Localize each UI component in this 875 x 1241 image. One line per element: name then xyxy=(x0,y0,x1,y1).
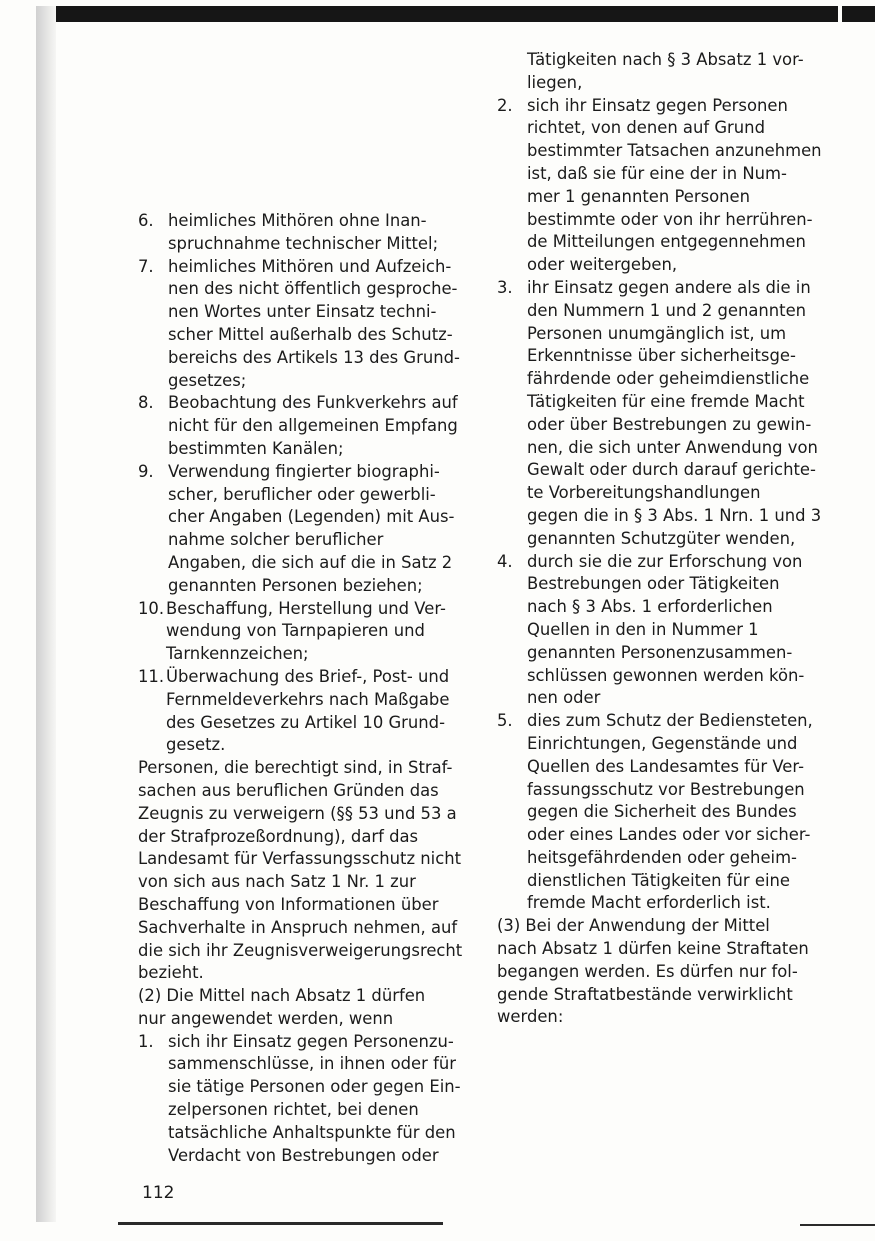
text-line: richtet, von denen auf Grund xyxy=(527,118,765,138)
text-line: nahme solcher beruflicher xyxy=(168,530,384,550)
list-item-text xyxy=(168,256,474,393)
text-line: Sachverhalte in Anspruch nehmen, auf xyxy=(138,917,458,937)
text-line: nen oder xyxy=(527,688,601,708)
text-line: Personen unumgänglich ist, um xyxy=(527,323,787,343)
list-item-number: 3. xyxy=(497,277,513,297)
text-line: wendung von Tarnpapieren und xyxy=(166,621,425,641)
list-item-text xyxy=(168,461,474,598)
list-item xyxy=(138,1031,474,1168)
scan-margin xyxy=(0,0,36,1241)
left-column xyxy=(138,210,474,1167)
list-item-number: 8. xyxy=(138,393,154,413)
text-line: oder eines Landes oder vor sicher- xyxy=(527,825,811,845)
text-line: die sich ihr Zeugnisverweigerungsrecht xyxy=(138,940,463,960)
text-line: Angaben, die sich auf die in Satz 2 xyxy=(168,552,453,572)
text-line: durch sie die zur Erforschung von xyxy=(527,551,803,571)
text-line: nach § 3 Abs. 1 erforderlichen xyxy=(527,597,773,617)
text-line: spruchnahme technischer Mittel; xyxy=(168,233,439,253)
text-line: sachen aus beruflichen Gründen das xyxy=(138,780,439,800)
text-line: sie tätige Personen oder gegen Ein- xyxy=(168,1077,461,1097)
scan-top-border-gap xyxy=(838,6,842,22)
text-line: Einrichtungen, Gegenstände und xyxy=(527,733,798,753)
text-line: bezieht. xyxy=(138,963,204,983)
text-line: Beschaffung von Informationen über xyxy=(138,894,439,914)
text-line: sich ihr Einsatz gegen Personenzu- xyxy=(168,1031,454,1051)
text-line: nen, die sich unter Anwendung von xyxy=(527,437,818,457)
text-line: fremde Macht erforderlich ist. xyxy=(527,893,771,913)
list-item-text xyxy=(166,598,474,666)
paragraph-absatz-3 xyxy=(497,915,837,1029)
list-item-number: 4. xyxy=(497,551,513,571)
text-line: Quellen in den in Nummer 1 xyxy=(527,619,759,639)
continuation-text xyxy=(497,49,837,95)
text-line: Beschaffung, Herstellung und Ver- xyxy=(166,598,446,618)
list-item-number: 1. xyxy=(138,1031,154,1051)
text-line: Tarnkennzeichen; xyxy=(166,644,309,664)
text-line: Landesamt für Verfassungsschutz nicht xyxy=(138,849,462,869)
list-item-text xyxy=(527,277,837,551)
text-line: heitsgefährdenden oder geheim- xyxy=(527,847,797,867)
list-item xyxy=(138,461,474,598)
list-item xyxy=(497,95,837,277)
list-item-number: 7. xyxy=(138,256,154,276)
text-line: heimliches Mithören ohne Inan- xyxy=(168,211,427,230)
text-line: bestimmte oder von ihr herrühren- xyxy=(527,209,813,229)
text-line: fährdende oder geheimdienstliche xyxy=(527,369,810,389)
text-line: ist, daß sie für eine der in Num- xyxy=(527,163,787,183)
text-line: bestimmter Tatsachen anzunehmen xyxy=(527,141,822,161)
text-line: fassungsschutz vor Bestrebungen xyxy=(527,779,805,799)
list-item-number: 10. xyxy=(138,598,165,618)
list-item-text xyxy=(527,710,837,915)
right-column xyxy=(497,49,837,1029)
text-line: (3) Bei der Anwendung der Mittel xyxy=(497,916,770,936)
list-item-number: 9. xyxy=(138,461,154,481)
scan-top-border xyxy=(56,6,875,22)
text-line: nach Absatz 1 dürfen keine Straftaten xyxy=(497,939,809,959)
text-line: gesetzes; xyxy=(168,370,247,390)
text-line: nen Wortes unter Einsatz techni- xyxy=(168,302,437,322)
list-item-text xyxy=(166,666,474,757)
text-line: bereichs des Artikels 13 des Grund- xyxy=(168,347,460,367)
text-line: mer 1 genannten Personen xyxy=(527,186,750,206)
text-line: Tätigkeiten für eine fremde Macht xyxy=(527,391,805,411)
text-line: zelpersonen richtet, bei denen xyxy=(168,1100,419,1120)
left-list xyxy=(138,210,474,757)
text-line: den Nummern 1 und 2 genannten xyxy=(527,300,807,320)
text-line: Bestrebungen oder Tätigkeiten xyxy=(527,574,780,594)
text-line: heimliches Mithören und Aufzeich- xyxy=(168,256,452,276)
text-line: oder weitergeben, xyxy=(527,255,678,275)
right-list xyxy=(497,95,837,916)
text-line: Personen, die berechtigt sind, in Straf- xyxy=(138,758,453,778)
text-line: Gewalt oder durch darauf gerichte- xyxy=(527,460,816,480)
text-line: scher Mittel außerhalb des Schutz- xyxy=(168,324,453,344)
text-line: sammenschlüsse, in ihnen oder für xyxy=(168,1054,456,1074)
text-line: dienstlichen Tätigkeiten für eine xyxy=(527,870,790,890)
list-item-text xyxy=(527,95,837,277)
text-line: gesetz. xyxy=(166,735,226,755)
text-line: tatsächliche Anhaltspunkte für den xyxy=(168,1122,456,1142)
text-line: (2) Die Mittel nach Absatz 1 dürfen xyxy=(138,986,426,1006)
text-line: werden: xyxy=(497,1007,564,1027)
list-item xyxy=(138,666,474,757)
text-line: von sich aus nach Satz 1 Nr. 1 zur xyxy=(138,872,416,892)
text-line: genannten Personen beziehen; xyxy=(168,575,423,595)
list-item-number: 11. xyxy=(138,666,165,686)
text-line: scher, beruflicher oder gewerbli- xyxy=(168,484,436,504)
paragraph-absatz-2 xyxy=(138,985,474,1031)
bottom-rule-right xyxy=(800,1224,875,1226)
list-item xyxy=(138,598,474,666)
text-line: Tätigkeiten nach § 3 Absatz 1 vor- xyxy=(527,50,804,69)
text-line: Verwendung fingierter biographi- xyxy=(168,461,440,481)
text-line: sich ihr Einsatz gegen Personen xyxy=(527,95,788,115)
paragraph-zeugnisverweigerung xyxy=(138,757,474,985)
text-line: gende Straftatbestände verwirklicht xyxy=(497,984,793,1004)
page-number: 112 xyxy=(142,1183,175,1203)
list-item-text xyxy=(168,1031,474,1168)
text-line: genannten Personenzusammen- xyxy=(527,642,793,662)
text-line: genannten Schutzgüter wenden, xyxy=(527,528,796,548)
text-line: ihr Einsatz gegen andere als die in xyxy=(527,277,811,297)
text-line: nicht für den allgemeinen Empfang xyxy=(168,416,458,436)
text-line: nur angewendet werden, wenn xyxy=(138,1008,394,1028)
list-item xyxy=(138,256,474,393)
list-item-number: 2. xyxy=(497,95,513,115)
list-item xyxy=(497,551,837,711)
list-item-number: 6. xyxy=(138,211,154,230)
bottom-rule xyxy=(118,1222,443,1225)
text-line: cher Angaben (Legenden) mit Aus- xyxy=(168,507,455,527)
text-line: Zeugnis zu verweigern (§§ 53 und 53 a xyxy=(138,803,457,823)
text-line: Fernmeldeverkehrs nach Maßgabe xyxy=(166,689,450,709)
text-line: liegen, xyxy=(527,72,583,92)
text-line: te Vorbereitungshandlungen xyxy=(527,483,761,503)
text-line: der Strafprozeßordnung), darf das xyxy=(138,826,419,846)
text-line: Verdacht von Bestrebungen oder xyxy=(168,1145,439,1165)
list-item-text xyxy=(527,551,837,711)
text-line: bestimmten Kanälen; xyxy=(168,438,344,458)
text-line: Erkenntnisse über sicherheitsge- xyxy=(527,346,796,366)
list-item-number: 5. xyxy=(497,711,513,731)
text-line: Überwachung des Brief-, Post- und xyxy=(166,666,450,686)
text-line: dies zum Schutz der Bediensteten, xyxy=(527,711,813,731)
list-item xyxy=(497,710,837,915)
list-item-1 xyxy=(138,1031,474,1168)
text-line: des Gesetzes zu Artikel 10 Grund- xyxy=(166,712,446,732)
list-item-text xyxy=(168,392,474,460)
list-item xyxy=(138,210,474,256)
list-item xyxy=(497,277,837,551)
text-line: gegen die in § 3 Abs. 1 Nrn. 1 und 3 xyxy=(527,505,822,525)
list-item-text xyxy=(168,210,474,256)
text-line: Beobachtung des Funkverkehrs auf xyxy=(168,393,458,413)
text-line: begangen werden. Es dürfen nur fol- xyxy=(497,961,798,981)
text-line: de Mitteilungen entgegennehmen xyxy=(527,232,806,252)
text-line: schlüssen gewonnen werden kön- xyxy=(527,665,805,685)
text-line: nen des nicht öffentlich gesproche- xyxy=(168,279,458,299)
page-left-edge-shadow xyxy=(36,6,56,1222)
text-line: Quellen des Landesamtes für Ver- xyxy=(527,756,804,776)
text-line: gegen die Sicherheit des Bundes xyxy=(527,802,797,822)
list-item xyxy=(138,392,474,460)
text-line: oder über Bestrebungen zu gewin- xyxy=(527,414,812,434)
